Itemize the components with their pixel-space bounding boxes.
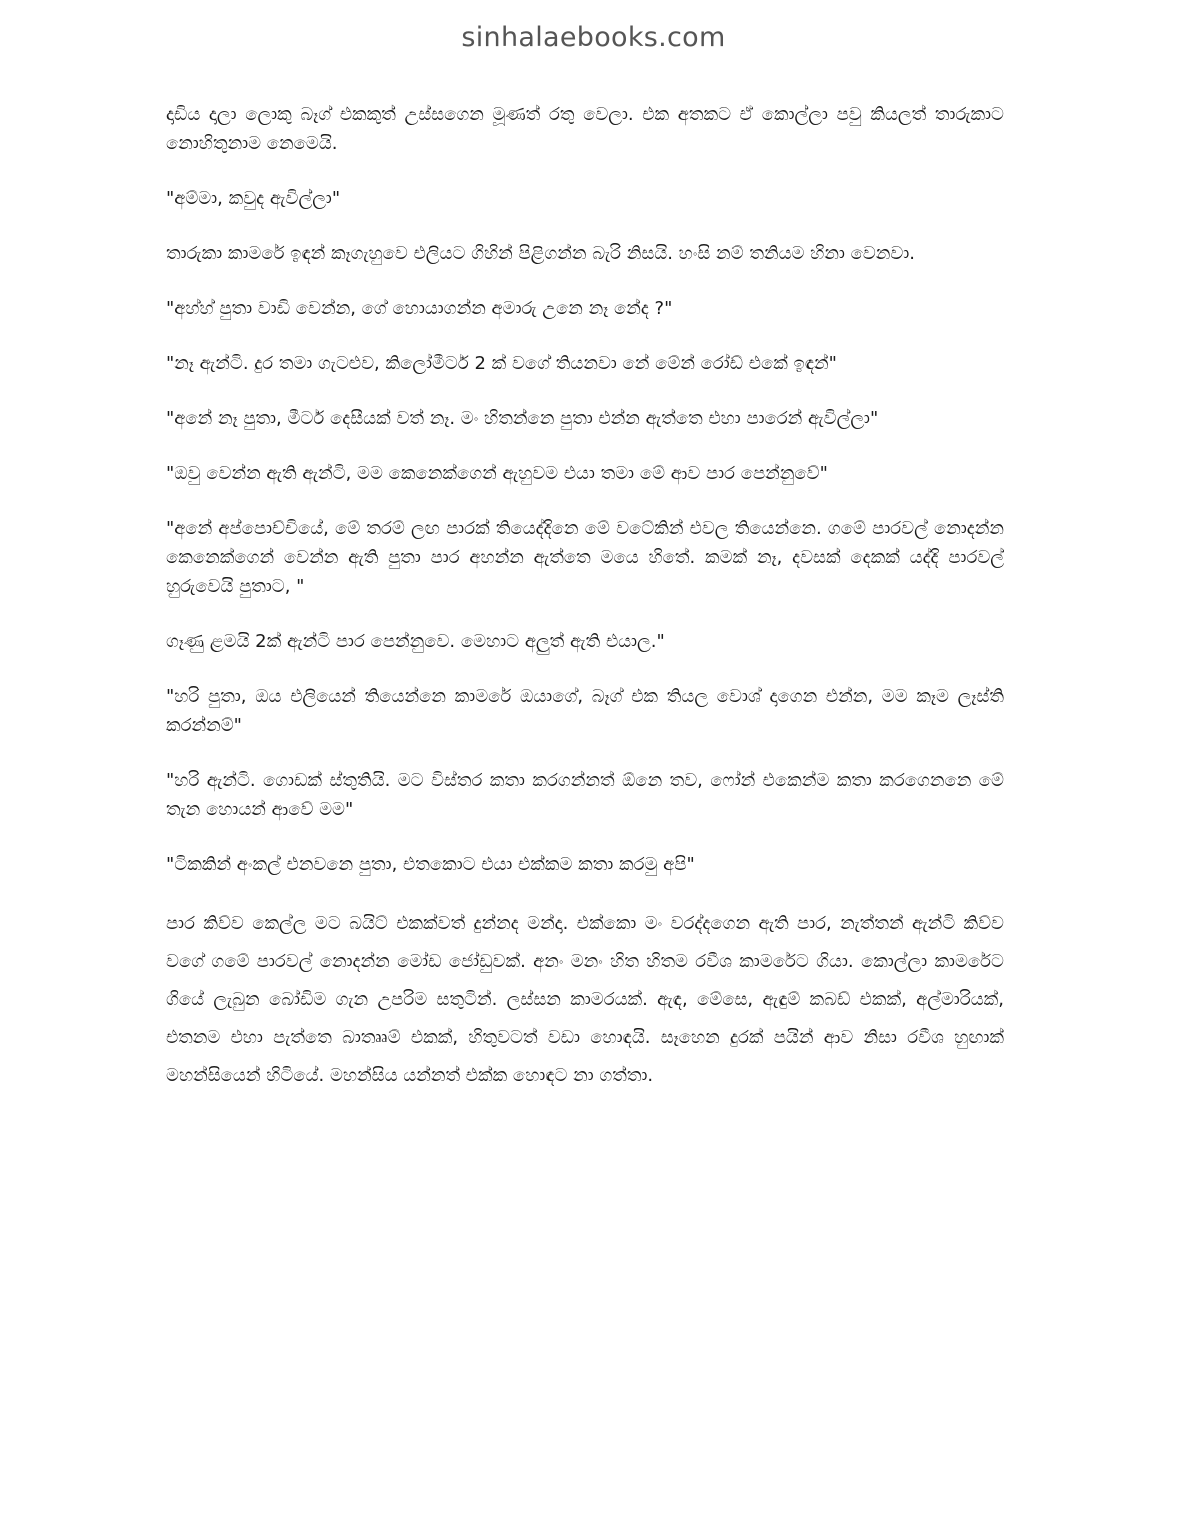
- paragraph: "අම්මා, කවුද ඇවිල්ලා": [166, 188, 341, 209]
- paragraph: දාඩිය දාලා ලොකු බෑග් එකකුත් උස්සගෙන මූණත් රතු වෙලා. එක අතකට ඒ කොල්ලා පවු කියලත් තාරුකාට නොහිතුනාම නෙමෙයි.: [166, 104, 1004, 154]
- site-header: sinhalaebooks.com: [461, 22, 726, 53]
- paragraph: "ඔවු වෙන්න ඇති ඇන්ටි, මම කෙනෙක්ගෙන් ඇහුවම එයා තමා මේ ආව පාර පෙන්නුවේ": [166, 463, 828, 484]
- closing-paragraph: පාර කිව්ව කෙල්ල මට බයිට් එකක්වත් දුන්නද මන්දා. එක්කො මං වරද්දගෙන ඇති පාර, නැත්තන් ඇන්ටි කිව්ව වගේ ගමේ පාරවල් නොදන්න මෝඩ ජෝඩුවක්. අනං මනං හිත හිතම රවීශ කාමරේට ගියා. කොල්ලා කාමරේට ගියේ ලැබුන බෝඩිම ගැන උපරිම සතුටින්. ලස්සන කාමරයක්. ඇඳ, මේසෙ, ඇඳුම් කබඩ් එකක්, අල්මාරියක්, එතනම එහා පැත්තෙ බාත්‍රූම් එකක්, හිතුවටත් වඩා හොඳයි. සෑහෙන දුරක් පයින් ආව නිසා රවීශ හුඟාක් මහන්සියෙන් හිටියේ. මහන්සිය යන්නත් එක්ක හොඳට නා ගත්තා.: [166, 913, 1004, 1086]
- paragraph: "අහ්හ් පුතා වාඩි වෙන්න, ගේ හොයාගන්න අමාරු උනෙ නෑ නේද ?": [166, 298, 673, 319]
- paragraph: "නෑ ඇන්ටි. දුර තමා ගැටළුව, කිලෝමීටර් 2 ක් වගේ තියනවා නේ මේන් රෝඩ් එකේ ඉඳන්": [166, 353, 837, 374]
- paragraph: "අනේ අප්පොච්චියේ, මේ තරම් ලඟ පාරක් තියෙද්දිනෙ මේ වටේකින් එවල තියෙන්නෙ. ගමේ පාරවල් නොදන්න කෙනෙක්ගෙන් වෙන්න ඇති පුතා පාර අහන්න ඇත්තෙ මයෙ හිතේ. කමක් නෑ, දවසක් දෙකක් යද්දි පාරවල් හුරුවෙයි පුතාට, ": [166, 518, 1004, 597]
- paragraph: "ටිකකින් අංකල් එනවනෙ පුතා, එතකොට එයා එක්කම කතා කරමු අපි": [166, 854, 695, 875]
- page-content: [166, 100, 1004, 1121]
- paragraph: "අනේ නෑ පුතා, මීටර් දෙසීයක් වත් නෑ. මං හිතන්නෙ පුතා එන්න ඇත්තෙ එහා පාරෙන් ඇවිල්ලා": [166, 408, 879, 429]
- paragraph: "හරි පුතා, ඔය එලියෙන් තියෙන්නෙ කාමරේ ඔයාගේ, බෑග් එක තියල වොශ් දාගෙන එන්න, මම කෑම ලෑස්ති කරන්නම්": [166, 686, 1004, 736]
- paragraph: ගෑණු ළමයි 2ක් ඇන්ටි පාර පෙන්නුවෙ. මෙහාට අලුත් ඇති එයාල.": [166, 631, 665, 652]
- paragraph: "හරි ඇන්ටි. ගොඩක් ස්තුතියි. මට විස්තර කතා කරගන්නත් ඕනෙ තව, ෆෝන් එකෙන්ම කතා කරගෙනනෙ මේ තැන හොයන් ආවේ මම": [166, 770, 1004, 820]
- paragraph: තාරුකා කාමරේ ඉඳන් කෑගැහුවෙ එලියට ගිහින් පිළිගන්න බැරි නිසයි. හංසි නම් තනියම හිනා වෙනවා.: [166, 243, 915, 264]
